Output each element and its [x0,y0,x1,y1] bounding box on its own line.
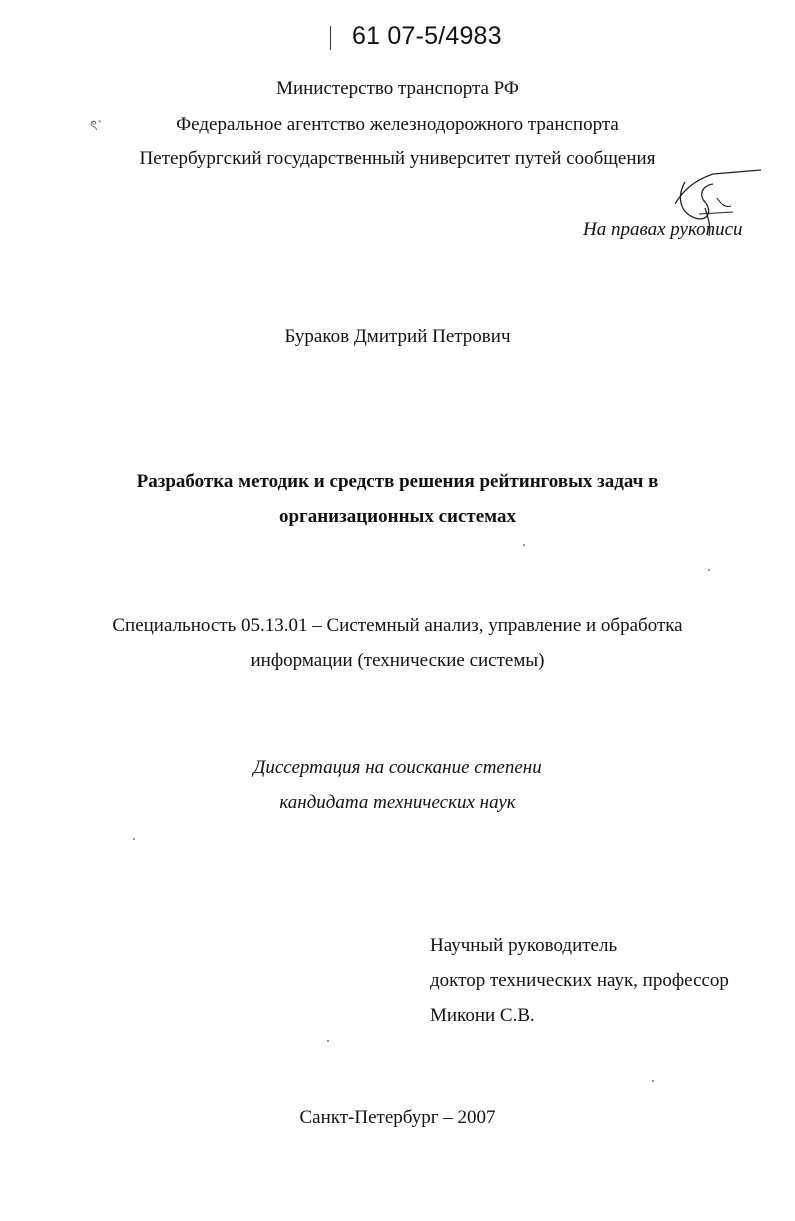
manuscript-rights-note: На правах рукописи [583,219,743,240]
author-name: Бураков Дмитрий Петрович [284,326,511,347]
stamp-tick-mark [330,26,331,50]
archive-stamp-code: 61 07-5/4983 [352,22,502,50]
advisor-role: Научный руководитель [430,935,618,956]
stray-pen-mark: ৎ` [90,119,103,134]
university-name: Петербургский государственный университет путей сообщения [139,148,656,169]
degree-statement [0,750,795,820]
scan-speck [652,1080,654,1082]
degree-line-2: кандидата технических наук [279,792,516,813]
title-line-2: организационных системах [279,506,516,527]
advisor-credentials: доктор технических наук, профессор [430,970,729,991]
ministry-name: Министерство транспорта РФ [276,78,519,99]
degree-line-1: Диссертация на соискание степени [253,757,542,778]
agency-name: Федеральное агентство железнодорожного транспорта [176,114,619,135]
specialty-line-2: информации (технические системы) [250,650,545,671]
scan-speck [327,1040,329,1042]
scan-speck [133,838,135,840]
advisor-name: Микони С.В. [430,1005,535,1026]
scientific-advisor [430,928,729,1033]
scan-speck [523,544,525,546]
handwritten-signature [655,168,765,238]
specialty [0,608,795,678]
scan-speck [708,569,710,571]
title-line-1: Разработка методик и средств решения рейтинговых задач в [136,471,659,492]
city-and-year: Санкт-Петербург – 2007 [299,1107,496,1128]
dissertation-title [0,464,795,534]
specialty-line-1: Специальность 05.13.01 – Системный анализ, управление и обработка [112,615,683,636]
